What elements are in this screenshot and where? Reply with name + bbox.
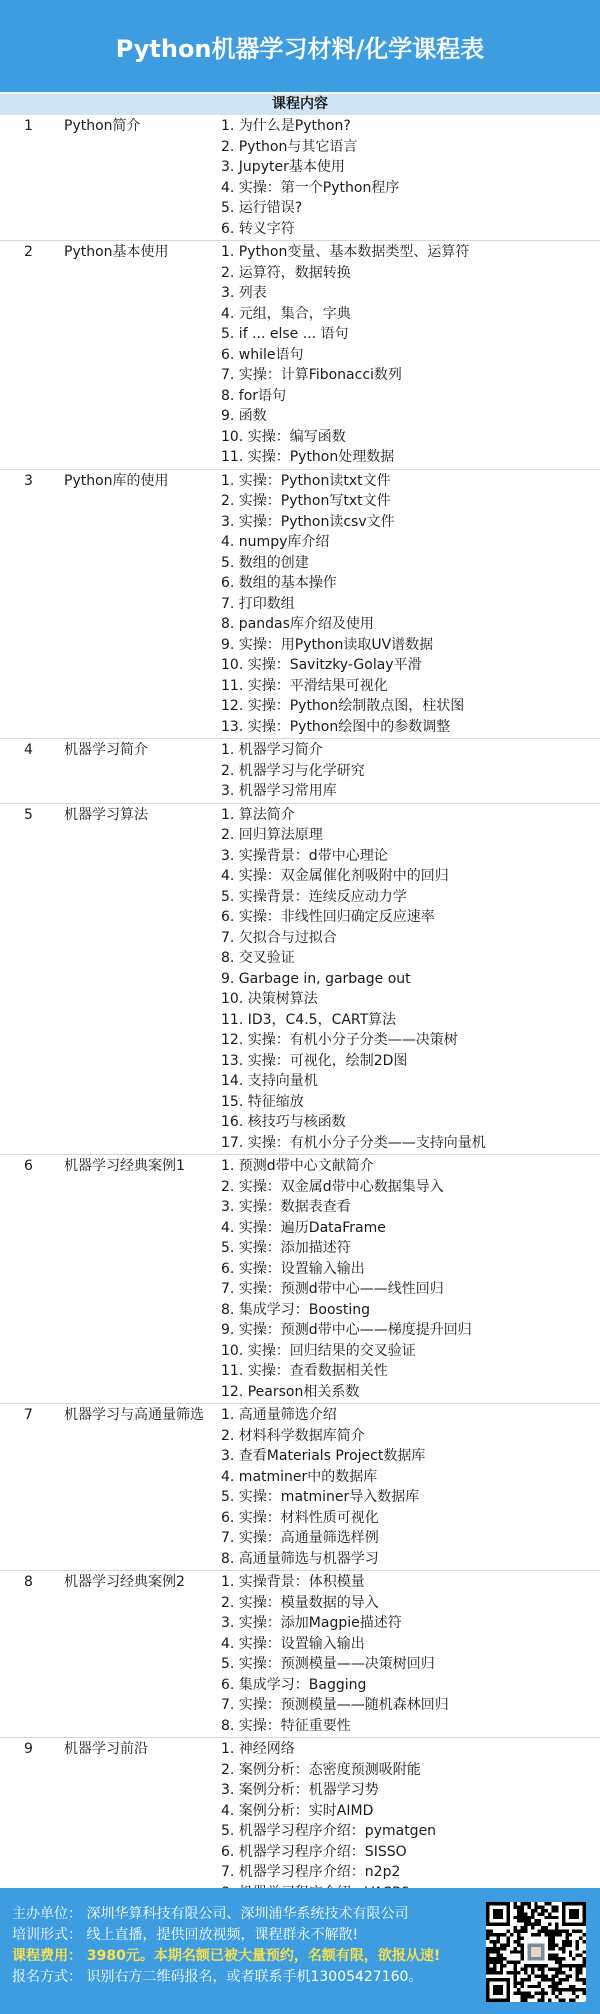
- topic-item: 15. 特征缩放: [221, 1093, 304, 1110]
- topic-item: 12. 实操：有机小分子分类——决策树: [221, 1032, 458, 1048]
- topic-item: 5. 机器学习程序介绍：pymatgen: [221, 1823, 437, 1839]
- topic-item: 11. 实操：查看数据相关性: [221, 1363, 388, 1379]
- section-name: Python库的使用: [64, 472, 169, 489]
- topic-item: 3. 实操：Python读csv文件: [221, 513, 395, 530]
- section-topics: [221, 1571, 600, 1738]
- topic-item: 10. 实操：回归结果的交叉验证: [221, 1342, 416, 1359]
- topic-item: 6. 实操：设置输入输出: [221, 1260, 365, 1277]
- section-number: 8: [24, 1574, 33, 1590]
- course-section-row: [0, 803, 600, 1155]
- topic-item: 2. 回归算法原理: [221, 827, 323, 843]
- section-number: 4: [24, 742, 33, 758]
- topic-item: 3. 实操背景：d带中心理论: [221, 847, 388, 864]
- topic-item: 2. 材料科学数据库简介: [221, 1427, 365, 1444]
- topic-item: 17. 实操：有机小分子分类——支持向量机: [221, 1134, 486, 1151]
- topic-item: 4. 元组，集合，字典: [221, 305, 351, 322]
- topic-item: 2. 实操：Python写txt文件: [221, 493, 391, 509]
- topic-item: 4. 实操：设置输入输出: [221, 1635, 365, 1652]
- section-name: 机器学习前沿: [64, 1741, 148, 1757]
- topic-item: 3. 查看Materials Project数据库: [221, 1448, 426, 1464]
- page-title: Python机器学习材料/化学课程表: [115, 34, 485, 63]
- section-name: 机器学习算法: [64, 806, 148, 823]
- topic-item: 1. 为什么是Python?: [221, 118, 351, 134]
- topic-item: 9. 函数: [221, 408, 267, 424]
- course-section-row: [0, 469, 600, 739]
- topic-item: 3. 实操：数据表查看: [221, 1199, 351, 1215]
- section-number: 1: [24, 118, 33, 134]
- topic-item: 5. 实操背景：连续反应动力学: [221, 888, 407, 905]
- topic-item: 7. 欠拟合与过拟合: [221, 929, 337, 946]
- footer: [0, 1888, 600, 2014]
- topic-item: 13. 实操：Python绘图中的参数调整: [221, 718, 451, 735]
- topic-item: 8. 交叉验证: [221, 950, 295, 966]
- topic-item: 6. 实操：非线性回归确定反应速率: [221, 909, 435, 925]
- topic-item: 4. matminer中的数据库: [221, 1468, 378, 1485]
- topic-item: 14. 支持向量机: [221, 1073, 318, 1089]
- course-section-row: [0, 1404, 600, 1571]
- topic-item: 7. 实操：预测d带中心——线性回归: [221, 1281, 444, 1297]
- topic-item: 9. 实操：预测d带中心——梯度提升回归: [221, 1322, 472, 1338]
- topic-item: 6. 集成学习：Bagging: [221, 1676, 367, 1693]
- topic-item: 11. ID3，C4.5，CART算法: [221, 1011, 397, 1028]
- course-section-row: [0, 739, 600, 804]
- section-name: Python简介: [64, 118, 141, 134]
- topic-item: 3. 实操：添加Magpie描述符: [221, 1615, 402, 1631]
- topic-item: 4. 实操：遍历DataFrame: [221, 1219, 386, 1236]
- table-subheader: 课程内容: [0, 92, 600, 115]
- section-topics: [221, 241, 600, 470]
- topic-item: 7. 实操：计算Fibonacci数列: [221, 367, 402, 383]
- section-topics: [221, 115, 600, 241]
- topic-item: 2. 实操：双金属d带中心数据集导入: [221, 1178, 444, 1195]
- topic-item: 10. 决策树算法: [221, 991, 318, 1007]
- topic-item: 8. 集成学习：Boosting: [221, 1301, 370, 1318]
- section-name: 机器学习经典案例2: [64, 1574, 185, 1590]
- topic-item: 4. 实操：第一个Python程序: [221, 179, 400, 196]
- section-name: 机器学习经典案例1: [64, 1158, 185, 1174]
- topic-item: 7. 实操：高通量筛选样例: [221, 1530, 379, 1546]
- topic-item: 1. 实操背景：体积模量: [221, 1574, 365, 1590]
- course-section-row: [0, 115, 600, 241]
- topic-item: 12. 实操：Python绘制散点图，柱状图: [221, 698, 465, 714]
- topic-item: 6. while语句: [221, 346, 304, 363]
- topic-item: 2. 机器学习与化学研究: [221, 762, 365, 779]
- topic-item: 8. pandas库介绍及使用: [221, 616, 374, 632]
- footer-fee: 课程费用： 3980元。本期名额已被大量预约，名额有限，欲报从速!: [12, 1948, 441, 1964]
- topic-item: 3. 列表: [221, 285, 267, 301]
- topic-item: 5. 实操：matminer导入数据库: [221, 1489, 420, 1505]
- page-header: [0, 0, 600, 92]
- topic-item: 6. 实操：材料性质可视化: [221, 1509, 379, 1526]
- section-topics: [221, 1738, 600, 1905]
- topic-item: 2. 案例分析：态密度预测吸附能: [221, 1761, 421, 1778]
- course-section-row: [0, 241, 600, 470]
- topic-item: 2. 运算符，数据转换: [221, 264, 351, 281]
- topic-item: 11. 实操：Python处理数据: [221, 449, 395, 465]
- section-name: 机器学习简介: [64, 742, 148, 758]
- course-table-body: [0, 115, 600, 1905]
- topic-item: 1. 机器学习简介: [221, 742, 323, 758]
- topic-item: 12. Pearson相关系数: [221, 1383, 360, 1400]
- topic-item: 7. 打印数组: [221, 595, 295, 612]
- topic-item: 7. 实操：预测模量——随机森林回归: [221, 1697, 449, 1713]
- topic-item: 4. numpy库介绍: [221, 534, 330, 550]
- topic-item: 8. 高通量筛选与机器学习: [221, 1550, 379, 1567]
- section-topics: [221, 1404, 600, 1571]
- topic-item: 1. 预测d带中心文献简介: [221, 1158, 374, 1174]
- section-number: 6: [24, 1158, 33, 1174]
- topic-item: 13. 实操：可视化，绘制2D图: [221, 1052, 408, 1069]
- topic-item: 5. 实操：添加描述符: [221, 1240, 351, 1256]
- topic-item: 8. for语句: [221, 387, 287, 404]
- topic-item: 5. 实操：预测模量——决策树回归: [221, 1656, 435, 1672]
- section-topics: [221, 803, 600, 1155]
- course-table: [0, 115, 600, 1905]
- section-topics: [221, 469, 600, 739]
- section-name: 机器学习与高通量筛选: [64, 1407, 204, 1423]
- topic-item: 10. 实操：Savitzky-Golay平滑: [221, 657, 422, 673]
- topic-item: 9. 实操：用Python读取UV谱数据: [221, 636, 434, 653]
- footer-format: 培训形式： 线上直播，提供回放视频，课程群永不解散!: [12, 1927, 359, 1943]
- section-topics: [221, 739, 600, 804]
- topic-item: 4. 实操：双金属催化剂吸附中的回归: [221, 868, 449, 884]
- topic-item: 6. 数组的基本操作: [221, 575, 337, 591]
- topic-item: 3. 案例分析：机器学习势: [221, 1782, 379, 1798]
- footer-signup: 报名方式： 识别右方二维码报名，或者联系手机13005427160。: [12, 1969, 423, 1985]
- topic-item: 1. 实操：Python读txt文件: [221, 472, 391, 489]
- topic-item: 4. 案例分析：实时AIMD: [221, 1802, 374, 1819]
- topic-item: 1. 神经网络: [221, 1741, 295, 1757]
- section-number: 3: [24, 472, 33, 489]
- section-topics: [221, 1155, 600, 1404]
- topic-item: 6. 转义字符: [221, 220, 295, 237]
- section-number: 9: [24, 1741, 33, 1757]
- topic-item: 9. Garbage in, garbage out: [221, 970, 411, 987]
- topic-item: 1. Python变量、基本数据类型、运算符: [221, 244, 470, 260]
- topic-item: 11. 实操：平滑结果可视化: [221, 677, 388, 694]
- topic-item: 16. 核技巧与核函数: [221, 1114, 346, 1130]
- topic-item: 1. 算法简介: [221, 806, 295, 823]
- section-number: 7: [24, 1407, 33, 1423]
- topic-item: 8. 实操：特征重要性: [221, 1717, 351, 1734]
- section-number: 2: [24, 244, 33, 260]
- topic-item: 5. if ... else ... 语句: [221, 326, 349, 342]
- topic-item: 2. Python与其它语言: [221, 138, 358, 155]
- course-section-row: [0, 1155, 600, 1404]
- course-section-row: [0, 1738, 600, 1905]
- footer-organizer: 主办单位： 深圳华算科技有限公司、深圳浦华系统技术有限公司: [12, 1906, 409, 1922]
- qr-code-icon[interactable]: [486, 1902, 586, 2002]
- section-number: 5: [24, 806, 33, 823]
- topic-item: 7. 机器学习程序介绍：n2p2: [221, 1864, 401, 1880]
- course-section-row: [0, 1571, 600, 1738]
- topic-item: 5. 数组的创建: [221, 554, 309, 571]
- section-name: Python基本使用: [64, 244, 169, 260]
- topic-item: 2. 实操：模量数据的导入: [221, 1594, 379, 1611]
- topic-item: 3. 机器学习常用库: [221, 783, 337, 799]
- footer-lines: [12, 1904, 440, 1988]
- topic-item: 10. 实操：编写函数: [221, 428, 346, 445]
- topic-item: 6. 机器学习程序介绍：SISSO: [221, 1843, 407, 1860]
- topic-item: 5. 运行错误?: [221, 200, 303, 216]
- topic-item: 3. Jupyter基本使用: [221, 159, 345, 175]
- topic-item: 1. 高通量筛选介绍: [221, 1407, 337, 1423]
